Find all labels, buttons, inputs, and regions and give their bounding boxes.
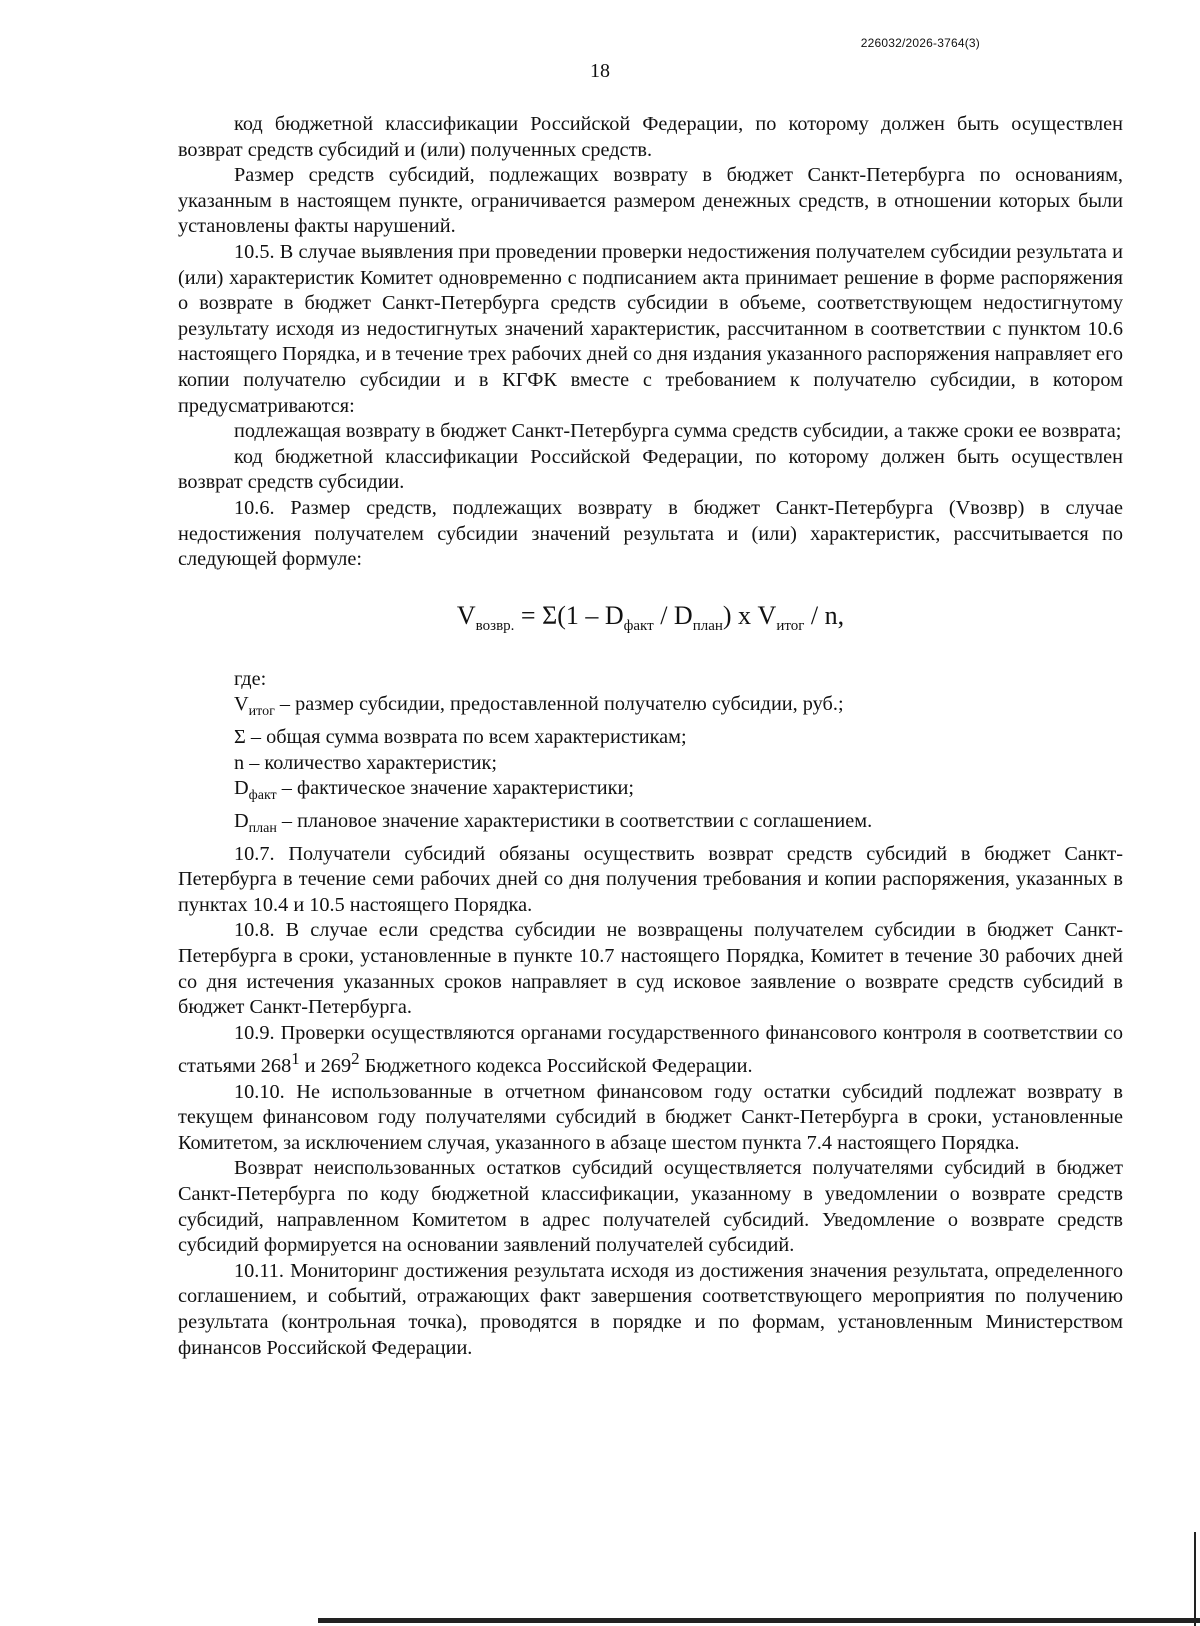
paragraph: Размер средств субсидий, подлежащих возврату в бюджет Санкт-Петербурга по основаниям, указанным в настоящем пункте, ограничивается размером денежных средств, в отношении которых были установлены факты нарушений. xyxy=(178,164,1123,238)
page-number: 18 xyxy=(590,60,610,82)
paragraph: код бюджетной классификации Российской Федерации, по которому должен быть осуществлен возврат средств субсидий и (или) полученных средств. xyxy=(178,113,1123,161)
scan-edge-line xyxy=(1194,1532,1196,1626)
paragraph: подлежащая возврату в бюджет Санкт-Петербурга сумма средств субсидии, а также сроки ее возврата; xyxy=(234,420,1122,443)
formula-part: / n, xyxy=(804,600,845,630)
legend-item: n – количество характеристик; xyxy=(234,751,497,774)
document-registration-number: 226032/2026-3764(3) xyxy=(860,36,980,50)
document-body xyxy=(178,112,1123,1361)
formula-subscript: факт xyxy=(623,617,654,634)
formula-legend xyxy=(178,667,1123,842)
legend-where: где: xyxy=(234,667,267,690)
legend-item: $V_{итог}$ – размер субсидии, предоставленной получателю субсидии, руб.; xyxy=(234,693,844,720)
paragraph-10-9: 10.9. Проверки осуществляются органами государственного финансового контроля в соответствии со статьями $268^1$ и $269^2$ Бюджетного кодекса Российской Федерации. xyxy=(178,1021,1123,1078)
paragraph-10-7: 10.7. Получатели субсидий обязаны осуществить возврат средств субсидий в бюджет Санкт-Петербурга в течение семи рабочих дней со дня получения требования и копии распоряжения, указанных в пунктах 10.4 и 10.5 настоящего Порядка. xyxy=(178,842,1123,916)
formula-subscript: возвр. xyxy=(475,617,515,634)
refund-formula xyxy=(178,601,1123,641)
legend-item: $D_{факт}$ – фактическое значение характеристики; xyxy=(234,777,634,804)
formula-subscript: итог xyxy=(776,617,805,634)
paragraph: Возврат неиспользованных остатков субсидий осуществляется получателями субсидий в бюджет Санкт-Петербурга по коду бюджетной классификации, указанному в уведомлении о возврате средств субсидий, направленном Комитетом в адрес получателей субсидий. Уведомление о возврате средств субсидий формируется на основании заявлений получателей субсидий. xyxy=(178,1157,1123,1257)
formula-part: = Σ(1 – D xyxy=(514,600,624,630)
legend-item: $D_{план}$ – плановое значение характеристики в соответствии с соглашением. xyxy=(234,809,873,836)
formula-part: / D xyxy=(653,600,693,630)
formula-subscript: план xyxy=(692,617,723,634)
paragraph-10-10: 10.10. Не использованные в отчетном финансовом году остатки субсидий подлежат возврату в текущем финансовом году получателями субсидий в бюджет Санкт-Петербурга в сроки, установленные Комитетом, за исключением случая, указанного в абзаце шестом пункта 7.4 настоящего Порядка. xyxy=(178,1080,1123,1154)
paragraph-10-11: 10.11. Мониторинг достижения результата исходя из достижения значения результата, определенного соглашением, и событий, отражающих факт завершения соответствующего мероприятия по получению результата (контрольная точка), проводятся в порядке и по формам, установленным Министерством финансов Российской Федерации. xyxy=(178,1259,1123,1359)
legend-item: Σ – общая сумма возврата по всем характеристикам; xyxy=(234,726,687,749)
paragraph-10-5: 10.5. В случае выявления при проведении проверки недостижения получателем субсидии результата и (или) характеристик Комитет одновременно с подписанием акта принимает решение в форме распоряжения о возврате в бюджет Санкт-Петербурга средств субсидии в объеме, соответствующем недостигнутому результату исходя из недостигнутых значений характеристик, рассчитанном в соответствии с пунктом 10.6 настоящего Порядка, и в течение трех рабочих дней со дня издания указанного распоряжения направляет его копии получателю субсидии и в КГФК вместе с требованием к получателю субсидии, в котором предусматриваются: xyxy=(178,240,1123,417)
formula-part: ) х V xyxy=(722,600,777,630)
paragraph: код бюджетной классификации Российской Федерации, по которому должен быть осуществлен возврат средств субсидии. xyxy=(178,445,1123,494)
paragraph-10-8: 10.8. В случае если средства субсидии не возвращены получателем субсидии в бюджет Санкт-Петербурга в сроки, установленные в пункте 10.7 настоящего Порядка, Комитет в течение 30 рабочих дней со дня истечения указанных сроков направляет в суд исковое заявление о возврате средств субсидий в бюджет Санкт-Петербурга. xyxy=(178,919,1123,1019)
paragraph-10-6: 10.6. Размер средств, подлежащих возврату в бюджет Санкт-Петербурга (Vвозвр) в случае недостижения получателем субсидии значений результата и (или) характеристик, рассчитывается по следующей формуле: xyxy=(178,496,1123,571)
formula-symbol: V xyxy=(456,600,476,630)
scan-bottom-edge xyxy=(318,1618,1200,1623)
